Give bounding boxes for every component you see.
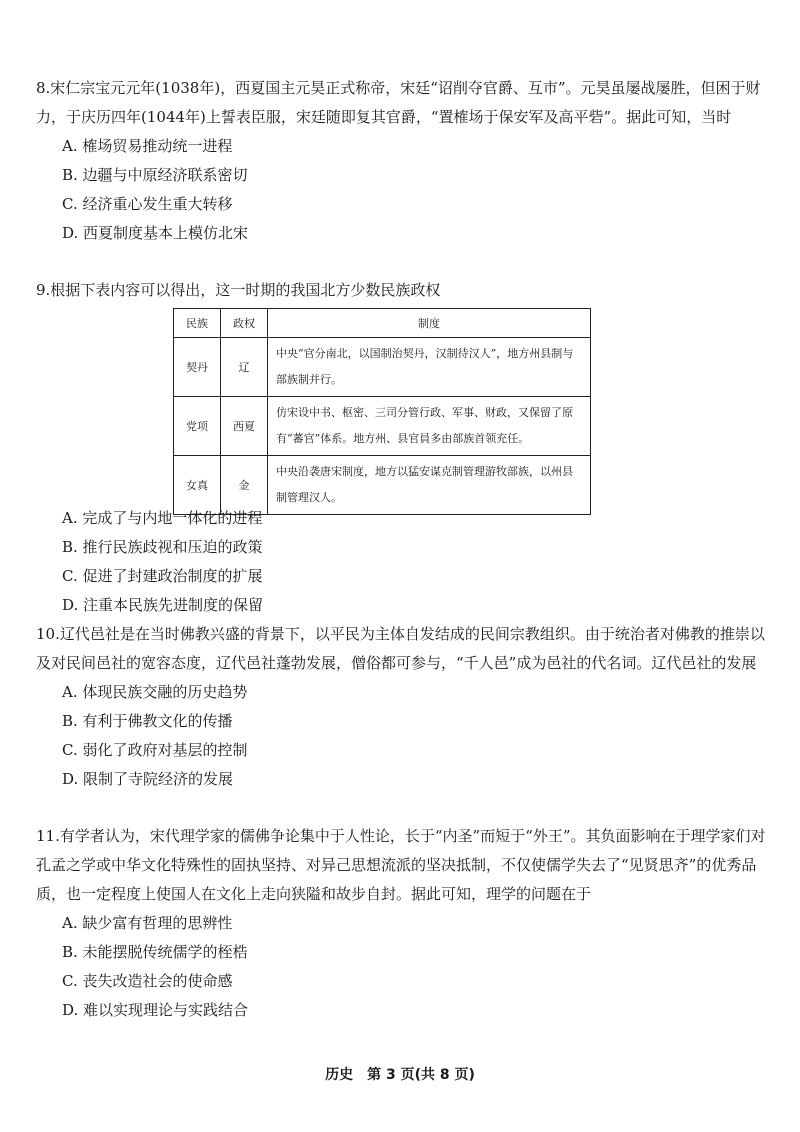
question-11-option-a: A. 缺少富有哲理的思辨性 bbox=[62, 914, 233, 932]
question-10-option-d: D. 限制了寺院经济的发展 bbox=[62, 770, 234, 788]
table-header-row bbox=[174, 309, 591, 338]
question-8-option-a: A. 榷场贸易推动统一进程 bbox=[62, 137, 233, 155]
question-9-option-a: A. 完成了与内地一体化的进程 bbox=[62, 509, 263, 527]
question-9-option-c: C. 促进了封建政治制度的扩展 bbox=[62, 567, 263, 585]
question-8-option-c: C. 经济重心发生重大转移 bbox=[62, 195, 233, 213]
question-8-option-b: B. 边疆与中原经济联系密切 bbox=[62, 166, 248, 184]
table-cell: 契丹 bbox=[174, 338, 221, 397]
question-9-options bbox=[36, 504, 766, 620]
table-row bbox=[174, 338, 591, 397]
question-10-option-b: B. 有利于佛教文化的传播 bbox=[62, 712, 233, 730]
table-cell: 金 bbox=[221, 456, 268, 515]
question-10-option-a: A. 体现民族交融的历史趋势 bbox=[62, 683, 248, 701]
question-9-stem: 9.根据下表内容可以得出，这一时期的我国北方少数民族政权 bbox=[36, 281, 441, 299]
question-9-option-b: B. 推行民族歧视和压迫的政策 bbox=[62, 538, 263, 556]
regime-table bbox=[173, 308, 591, 515]
question-11-stem: 11.有学者认为，宋代理学家的儒佛争论集中于人性论，长于“内圣”而短于“外王”。其负面影响在于理学家们对孔孟之学或中华文化特殊性的固执坚持、对异己思想流派的坚决抵制，不仅使儒学失去了“见贤思齐”的优秀品质，也一定程度上使国人在文化上走向狭隘和故步自封。据此可知，理学的问题在于 bbox=[36, 827, 766, 903]
question-10 bbox=[36, 620, 766, 794]
table-cell: 中央沿袭唐宋制度，地方以猛安谋克制管理游牧部族，以州县制管理汉人。 bbox=[268, 456, 591, 515]
question-9-option-d: D. 注重本民族先进制度的保留 bbox=[62, 596, 264, 614]
question-10-stem: 10.辽代邑社是在当时佛教兴盛的背景下，以平民为主体自发结成的民间宗教组织。由于统治者对佛教的推崇以及对民间邑社的宽容态度，辽代邑社蓬勃发展，僧俗都可参与，“千人邑”成为邑社的代名词。辽代邑社的发展 bbox=[36, 625, 765, 672]
question-11 bbox=[36, 822, 766, 1025]
question-8-option-d: D. 西夏制度基本上模仿北宋 bbox=[62, 224, 249, 242]
question-8 bbox=[36, 74, 766, 248]
table-cell: 党项 bbox=[174, 397, 221, 456]
table-cell: 中央“官分南北，以国制治契丹，汉制待汉人”，地方州县制与部族制并行。 bbox=[268, 338, 591, 397]
table-header-system: 制度 bbox=[268, 309, 591, 338]
table-row bbox=[174, 397, 591, 456]
page-footer: 历史 第 3 页(共 8 页) bbox=[325, 1067, 475, 1083]
table-cell: 西夏 bbox=[221, 397, 268, 456]
question-9 bbox=[36, 276, 766, 305]
table-cell: 仿宋设中书、枢密、三司分管行政、军事、财政，又保留了原有“蕃官”体系。地方州、县官員多由部族首领充任。 bbox=[268, 397, 591, 456]
question-11-option-c: C. 丧失改造社会的使命感 bbox=[62, 972, 233, 990]
question-11-option-d: D. 难以实现理论与实践结合 bbox=[62, 1001, 249, 1019]
question-10-option-c: C. 弱化了政府对基层的控制 bbox=[62, 741, 248, 759]
question-11-option-b: B. 未能摆脱传统儒学的桎梏 bbox=[62, 943, 248, 961]
question-8-stem: 8.宋仁宗宝元元年(1038年)，西夏国主元昊正式称帝，宋廷“诏削夺官爵、互市”。元昊虽屡战屡胜，但困于财力，于庆历四年(1044年)上誓表臣服，宋廷随即复其官爵，“置榷场于保安军及高平砦”。据此可知，当时 bbox=[36, 79, 761, 126]
table-header-ethnic: 民族 bbox=[174, 309, 221, 338]
table-cell: 女真 bbox=[174, 456, 221, 515]
table-header-regime: 政权 bbox=[221, 309, 268, 338]
table-cell: 辽 bbox=[221, 338, 268, 397]
